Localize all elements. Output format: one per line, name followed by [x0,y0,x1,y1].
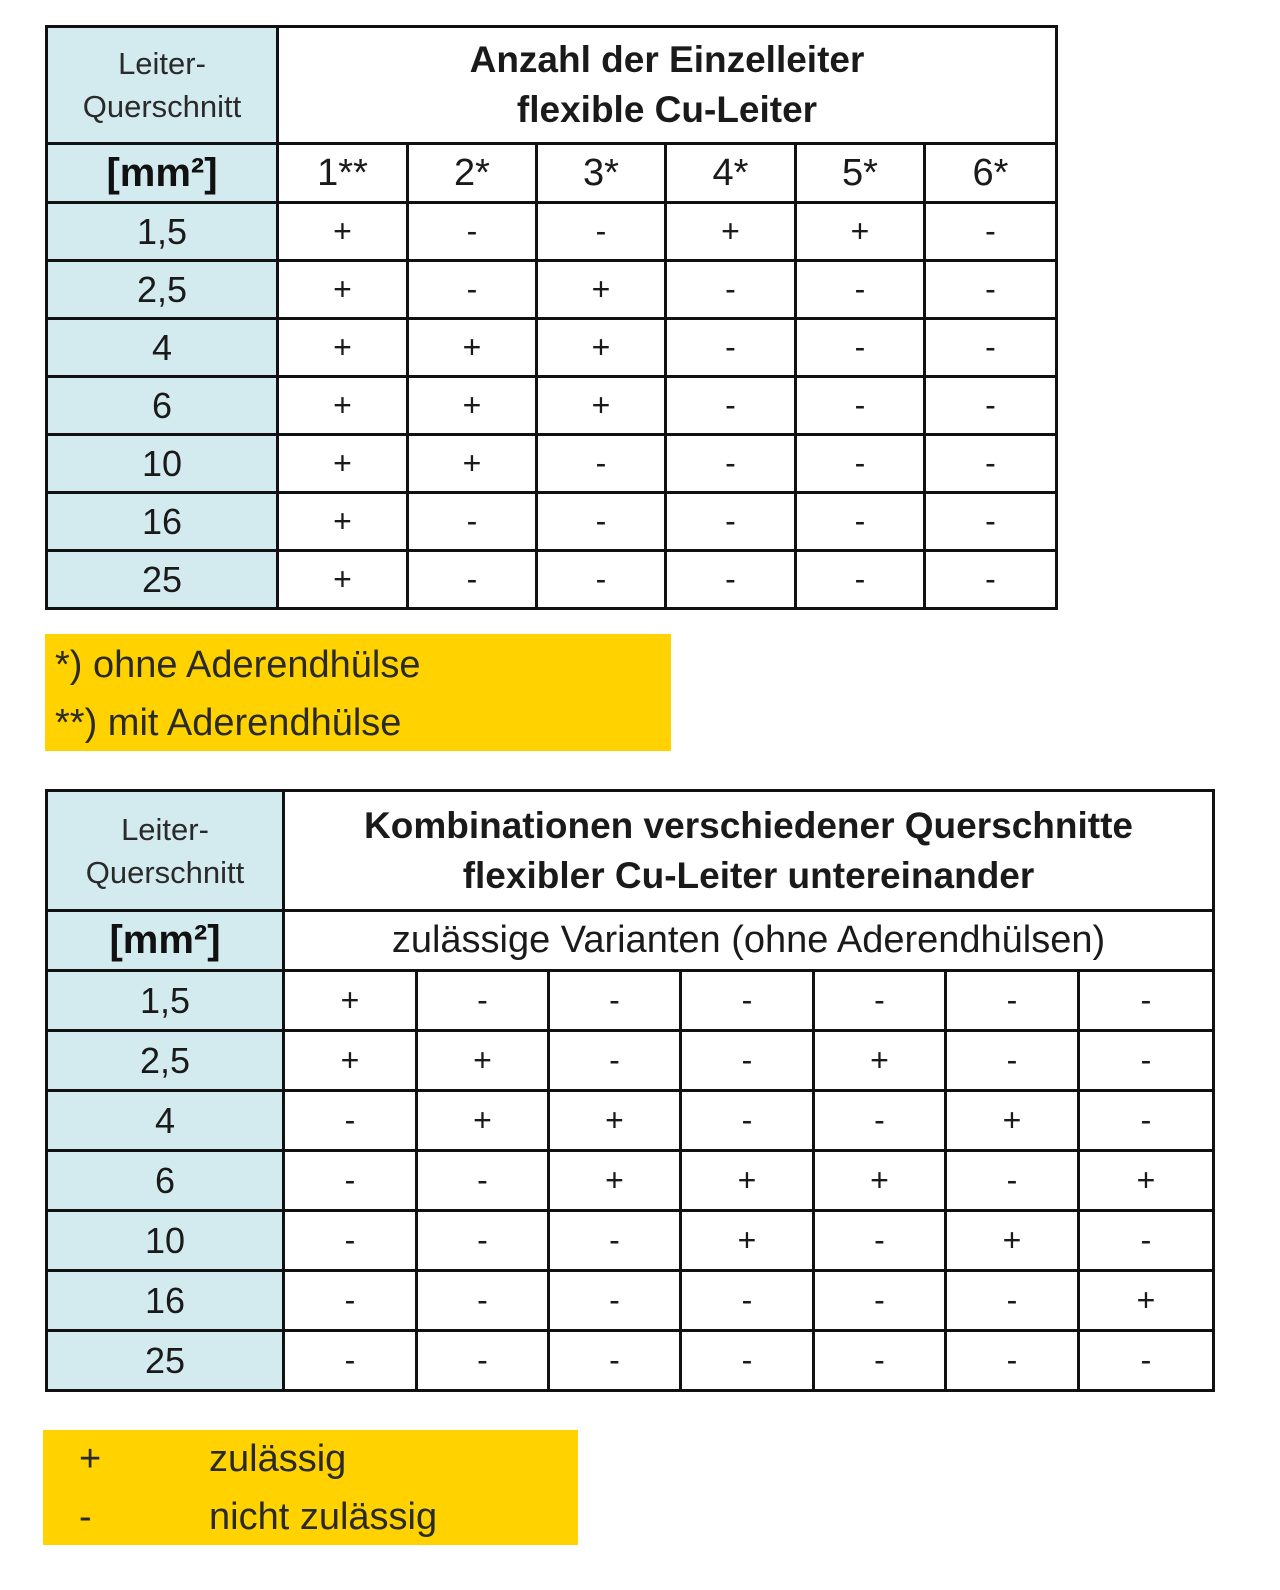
permission-cell [796,319,925,377]
table-row [47,1091,1214,1151]
permission-cell [796,261,925,319]
permission-cell [925,435,1057,493]
permission-cell [408,551,537,609]
permission-mark: - [609,1342,620,1378]
permission-cell [666,493,796,551]
column-header-cell [537,144,666,203]
permission-cell [946,1211,1079,1271]
cross-section-cell [47,493,278,551]
column-header-cell [925,144,1057,203]
table-row [47,1031,1214,1091]
permission-cell [537,493,666,551]
permission-cell [946,1091,1079,1151]
cross-section-value: 4 [154,1099,176,1141]
permission-cell [417,971,549,1031]
permission-cell [796,493,925,551]
column-header-cell [408,144,537,203]
permission-mark: + [333,271,352,307]
permission-cell [814,971,946,1031]
cross-section-value: 10 [141,442,183,484]
permission-cell [1079,1151,1214,1211]
permission-cell [946,1031,1079,1091]
footnote-without-ferrule: *) ohne Aderendhülse [55,644,421,686]
permission-mark: - [1006,1162,1018,1198]
permission-cell [417,1151,549,1211]
permission-mark: - [874,1222,885,1258]
permission-cell [284,1151,417,1211]
legend-symbol-minus: - [79,1496,92,1538]
permission-cell [284,1331,417,1391]
legend-label-allowed: zulässig [209,1438,347,1480]
subtitle-cell [284,911,1214,971]
permission-mark: - [725,387,736,423]
permission-mark: - [595,213,607,249]
permission-mark: - [985,271,996,307]
permission-cell [278,493,408,551]
permission-mark: + [1136,1162,1156,1198]
permission-mark: + [591,329,611,365]
permission-mark: - [609,1282,620,1318]
permission-mark: - [477,982,488,1018]
cross-section-cell [47,435,278,493]
cross-section-value: 4 [151,326,173,368]
permission-mark: + [870,1162,889,1198]
permission-cell [666,435,796,493]
permission-mark: - [985,561,996,597]
permission-mark: + [333,387,352,423]
permission-cell [284,971,417,1031]
permission-mark: - [985,503,996,539]
permission-cell [1079,1331,1214,1391]
permission-mark: + [462,387,482,423]
permission-cell [666,203,796,261]
permission-mark: - [466,271,478,307]
permission-cell [946,1151,1079,1211]
permission-mark: + [591,387,611,423]
permission-cell [681,971,814,1031]
permission-mark: - [609,1222,620,1258]
table-row [47,1151,1214,1211]
cross-section-cell [47,971,284,1031]
table-row [47,319,1057,377]
permission-mark: - [874,1282,885,1318]
permission-mark: + [605,1162,624,1198]
permission-cell [417,1091,549,1151]
table-row [47,1331,1214,1391]
permission-cell [537,319,666,377]
permission-mark: - [741,1042,753,1078]
permission-cell [537,551,666,609]
permission-cell [814,1331,946,1391]
permission-mark: + [1002,1102,1022,1138]
unit-cell [47,911,284,971]
footnote-with-ferrule: **) mit Aderendhülse [55,702,402,744]
permission-mark: - [609,982,620,1018]
permission-mark: - [985,213,996,249]
permission-mark: - [344,1222,356,1258]
permission-mark: + [340,1042,360,1078]
permission-cell [408,319,537,377]
cross-section-value: 2,5 [139,1039,191,1081]
permission-cell [796,435,925,493]
permission-cell [284,1031,417,1091]
table-title-line1: Anzahl der Einzelleiter [469,39,865,80]
permission-cell [278,203,408,261]
column-header: 4* [712,151,749,194]
permission-cell [814,1031,946,1091]
permission-cell [681,1151,814,1211]
permission-cell [284,1211,417,1271]
column-header-cell [796,144,925,203]
permission-mark: + [1002,1222,1022,1258]
permission-mark: - [854,503,866,539]
table-row [47,261,1057,319]
column-header: 2* [454,151,490,194]
cross-section-value: 10 [144,1219,186,1261]
row-header-label: Leiter- Querschnitt [85,811,245,890]
cross-section-cell [47,1271,284,1331]
permission-cell [925,319,1057,377]
permission-mark: - [1140,982,1152,1018]
permission-mark: - [741,1342,753,1378]
permission-mark: + [333,445,352,481]
permission-mark: + [462,445,482,481]
column-header: 6* [972,151,1009,194]
permission-cell [681,1031,814,1091]
permission-mark: - [725,503,736,539]
permission-cell [681,1271,814,1331]
permission-cell [925,261,1057,319]
permission-mark: - [477,1282,488,1318]
permission-cell [537,377,666,435]
permission-cell [814,1091,946,1151]
permission-mark: - [854,445,866,481]
permission-mark: + [473,1042,492,1078]
cross-section-value: 16 [144,1279,186,1321]
permission-mark: - [344,1102,356,1138]
permission-mark: + [591,271,611,307]
permission-mark: + [333,213,352,249]
table-title-cell [278,27,1057,144]
cross-section-cell [47,1331,284,1391]
permission-cell [666,377,796,435]
permission-cell [408,261,537,319]
table-row [47,1211,1214,1271]
permission-mark: - [854,271,866,307]
permission-mark: - [344,1282,356,1318]
cross-section-cell [47,1091,284,1151]
cross-section-value: 25 [141,558,183,600]
table-title-line1: Kombinationen verschiedener Querschnitte [364,804,1133,846]
row-header-label-cell [47,791,284,911]
cross-section-cell [47,319,278,377]
permission-mark: - [477,1222,488,1258]
permission-cell [814,1211,946,1271]
permission-mark: - [477,1162,488,1198]
cross-section-value: 2,5 [136,268,188,310]
permission-mark: - [725,445,736,481]
permission-cell [549,1031,681,1091]
permission-mark: - [595,445,607,481]
permission-mark: - [985,445,996,481]
permission-cell [796,203,925,261]
permission-mark: + [340,982,360,1018]
permission-cell [946,1331,1079,1391]
cross-section-cell [47,1211,284,1271]
permission-cell [814,1151,946,1211]
cross-section-cell [47,551,278,609]
permission-mark: - [595,561,607,597]
permission-mark: + [721,213,740,249]
permission-cell [549,1151,681,1211]
permission-mark: - [741,982,753,1018]
permission-mark: - [1006,982,1018,1018]
cross-section-value: 6 [154,1159,176,1201]
permission-cell [284,1091,417,1151]
permission-cell [925,203,1057,261]
permission-cell [666,319,796,377]
unit-cell [47,144,278,203]
permission-cell [796,551,925,609]
table-row [47,1271,1214,1331]
permission-cell [417,1211,549,1271]
permission-cell [1079,1271,1214,1331]
table-row [47,493,1057,551]
permission-mark: + [473,1102,492,1138]
legend-label-not-allowed: nicht zulässig [209,1496,438,1538]
conductor-count-table [45,25,1058,610]
permission-mark: - [1006,1282,1018,1318]
permission-cell [925,551,1057,609]
permission-mark: - [1140,1222,1152,1258]
permission-cell [814,1271,946,1331]
table-subtitle: zulässige Varianten (ohne Aderendhülsen) [391,919,1106,961]
permission-mark: - [609,1042,620,1078]
footnote-box [45,634,671,751]
permission-cell [549,1091,681,1151]
unit-label: [mm²] [106,150,218,195]
permission-cell [549,1271,681,1331]
permission-mark: + [333,561,352,597]
permission-cell [278,551,408,609]
permission-cell [537,435,666,493]
permission-mark: - [1140,1042,1152,1078]
cross-section-cell [47,1151,284,1211]
permission-mark: - [741,1282,753,1318]
table-title-line2: flexibler Cu-Leiter untereinander [462,854,1035,896]
legend-box [43,1430,578,1545]
column-header: 5* [842,151,878,194]
permission-mark: + [333,503,352,539]
permission-cell [549,971,681,1031]
permission-cell [925,377,1057,435]
permission-cell [417,1331,549,1391]
permission-mark: + [870,1042,889,1078]
permission-cell [666,551,796,609]
permission-mark: - [874,982,885,1018]
permission-cell [408,377,537,435]
cross-section-combination-table [45,789,1215,1392]
permission-cell [549,1211,681,1271]
permission-mark: - [1006,1342,1018,1378]
permission-cell [537,203,666,261]
permission-mark: - [725,271,736,307]
permission-cell [537,261,666,319]
permission-cell [278,377,408,435]
permission-mark: - [1140,1102,1152,1138]
column-header: 3* [583,151,619,194]
permission-mark: + [850,213,870,249]
cross-section-value: 1,5 [139,979,191,1021]
cross-section-cell [47,377,278,435]
permission-mark: - [344,1342,356,1378]
cross-section-value: 6 [151,384,173,426]
cross-section-value: 1,5 [136,210,188,252]
permission-mark: - [741,1102,753,1138]
permission-cell [417,1271,549,1331]
legend-symbol-plus: + [79,1438,102,1480]
cross-section-value: 25 [144,1339,186,1381]
permission-cell [681,1331,814,1391]
permission-mark: - [595,503,607,539]
cross-section-cell [47,1031,284,1091]
permission-cell [681,1091,814,1151]
permission-mark: - [477,1342,488,1378]
permission-cell [408,203,537,261]
cross-section-value: 16 [141,500,183,542]
permission-cell [1079,1091,1214,1151]
permission-cell [666,261,796,319]
permission-cell [284,1271,417,1331]
permission-mark: + [737,1222,757,1258]
permission-mark: - [985,329,996,365]
permission-cell [796,377,925,435]
permission-cell [681,1211,814,1271]
permission-mark: + [462,329,482,365]
permission-mark: + [1136,1282,1156,1318]
permission-cell [278,319,408,377]
permission-mark: - [1006,1042,1018,1078]
permission-mark: - [1140,1342,1152,1378]
permission-cell [408,493,537,551]
table-row [47,551,1057,609]
permission-mark: - [466,503,478,539]
permission-cell [925,493,1057,551]
permission-mark: + [333,329,352,365]
permission-cell [278,261,408,319]
permission-mark: - [466,213,478,249]
permission-mark: - [466,561,478,597]
permission-cell [1079,971,1214,1031]
permission-cell [278,435,408,493]
table-row [47,377,1057,435]
permission-mark: - [985,387,996,423]
permission-cell [549,1331,681,1391]
row-header-label: Leiter- Querschnitt [82,46,242,124]
permission-cell [417,1031,549,1091]
permission-cell [1079,1031,1214,1091]
table-row [47,203,1057,261]
column-header-cell [278,144,408,203]
permission-mark: - [725,561,736,597]
cross-section-cell [47,203,278,261]
permission-cell [1079,1211,1214,1271]
column-header-cell [666,144,796,203]
row-header-label-cell [47,27,278,144]
table-row [47,435,1057,493]
permission-mark: - [874,1342,885,1378]
permission-mark: - [725,329,736,365]
permission-cell [946,1271,1079,1331]
permission-mark: - [344,1162,356,1198]
permission-cell [946,971,1079,1031]
permission-cell [408,435,537,493]
permission-mark: + [605,1102,624,1138]
table-title-cell [284,791,1214,911]
unit-label: [mm²] [109,918,221,962]
table-row [47,971,1214,1031]
column-header: 1** [317,151,368,194]
permission-mark: - [854,387,866,423]
cross-section-cell [47,261,278,319]
permission-mark: - [854,329,866,365]
permission-mark: - [874,1102,885,1138]
permission-mark: + [737,1162,757,1198]
table-title-line2: flexible Cu-Leiter [516,89,818,130]
permission-mark: - [854,561,866,597]
